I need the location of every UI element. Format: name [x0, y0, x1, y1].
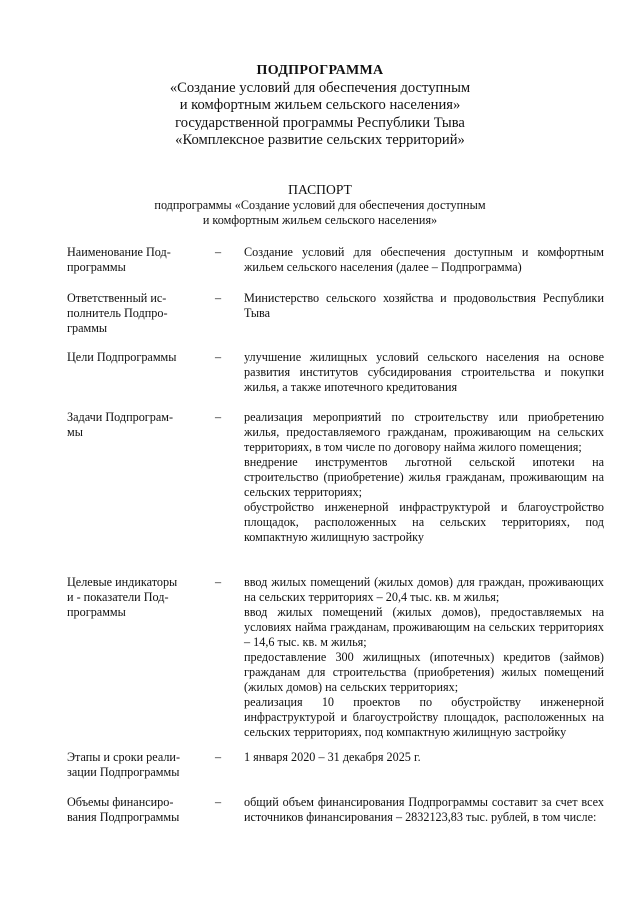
row-label-line: Целевые индикаторы [67, 575, 178, 589]
row-dash: – [215, 245, 222, 259]
subtitle-line: «Комплексное развитие сельских территорий» [175, 132, 465, 148]
row-paragraph: улучшение жилищных условий сельского населения на основе развития институтов субсидирования строительства и покупки жилья, а также ипотечного кредитования [244, 350, 604, 394]
row-label-line: вания Подпрограммы [67, 810, 180, 824]
row-text [244, 245, 604, 275]
passport-subtitle-line: подпрограммы «Создание условий для обеспечения доступным [154, 198, 486, 212]
row-text [244, 750, 604, 765]
subtitle-line: государственной программы Республики Тыва [175, 114, 465, 131]
row-label-line: зации Подпрограммы [67, 765, 180, 779]
row-paragraph: реализация 10 проектов по обустройству инженерной инфраструктурой и благоустройству площадок, расположенных на сельских территориях, под компактную жилищную застройку [244, 695, 604, 739]
row-paragraph: Создание условий для обеспечения доступным и комфортным жильем сельского населения (далее – Подпрограмма) [244, 245, 604, 274]
row-paragraph: предоставление 300 жилищных (ипотечных) кредитов (займов) гражданам для строительства (приобретения) жилых помещений (жилых домов) на сельских территориях; [244, 650, 604, 694]
row-label-line: Этапы и сроки реали- [67, 750, 181, 764]
passport-title: ПАСПОРТ [288, 182, 352, 197]
row-label [67, 350, 192, 365]
row-dash: – [215, 795, 222, 809]
row-text [244, 410, 604, 545]
row-label-line: Цели Подпрограммы [67, 350, 177, 364]
row-dash: – [215, 750, 222, 764]
subtitle-line: и комфортным жильем сельского населения» [179, 97, 461, 113]
row-paragraph: Министерство сельского хозяйства и продовольствия Республики Тыва [244, 291, 604, 320]
row-label-line: программы [67, 260, 126, 274]
row-label [67, 795, 192, 825]
row-label-line: мы [67, 425, 83, 439]
row-label-line: Ответственный ис- [67, 291, 167, 305]
row-label [67, 291, 192, 336]
row-label [67, 750, 192, 780]
row-label-line: Наименование Под- [67, 245, 171, 259]
row-dash: – [215, 291, 222, 305]
row-paragraph: обустройство инженерной инфраструктурой и благоустройство площадок, расположенных на сельских территориях, под компактную жилищную застройку [244, 500, 604, 544]
row-dash: – [215, 410, 222, 424]
row-label-line: граммы [67, 321, 108, 335]
subtitle-line: «Создание условий для обеспечения доступным [169, 79, 471, 96]
row-dash: – [215, 350, 222, 364]
row-label [67, 410, 192, 440]
row-paragraph: внедрение инструментов льготной сельской ипотеки на строительство (приобретение) жилья гражданам, проживающим на сельских территориях; [244, 455, 604, 499]
row-label-line: программы [67, 605, 126, 619]
document-title: ПОДПРОГРАММА [256, 63, 384, 78]
row-text [244, 795, 604, 825]
row-text [244, 291, 604, 321]
document-header [0, 62, 640, 150]
row-label-line: Задачи Подпрограм- [67, 410, 174, 424]
row-paragraph: 1 января 2020 – 31 декабря 2025 г. [244, 750, 421, 764]
passport-heading [0, 182, 640, 228]
row-label [67, 575, 192, 620]
row-label-line: и - показатели Под- [67, 590, 169, 604]
row-label-line: полнитель Подпро- [67, 306, 168, 320]
row-paragraph: общий объем финансирования Подпрограммы составит за счет всех источников финансирования – 2832123,83 тыс. рублей, в том числе: [244, 795, 604, 824]
row-text [244, 575, 604, 740]
passport-subtitle-line: и комфортным жильем сельского населения» [202, 213, 438, 227]
row-paragraph: ввод жилых помещений (жилых домов) для граждан, проживающих на сельских территориях – 20,4 тыс. кв. м жилья; [244, 575, 604, 604]
row-paragraph: реализация мероприятий по строительству или приобретению жилья, предоставляемого гражданам, проживающим на сельских территориях, в том числе по договору найма жилого помещения; [244, 410, 604, 454]
row-label [67, 245, 192, 275]
row-text [244, 350, 604, 395]
row-dash: – [215, 575, 222, 589]
row-label-line: Объемы финансиро- [67, 795, 174, 809]
row-paragraph: ввод жилых помещений (жилых домов), предоставляемых на условиях найма гражданам, проживающим на сельских территориях – 14,6 тыс. кв. м жилья; [244, 605, 604, 649]
